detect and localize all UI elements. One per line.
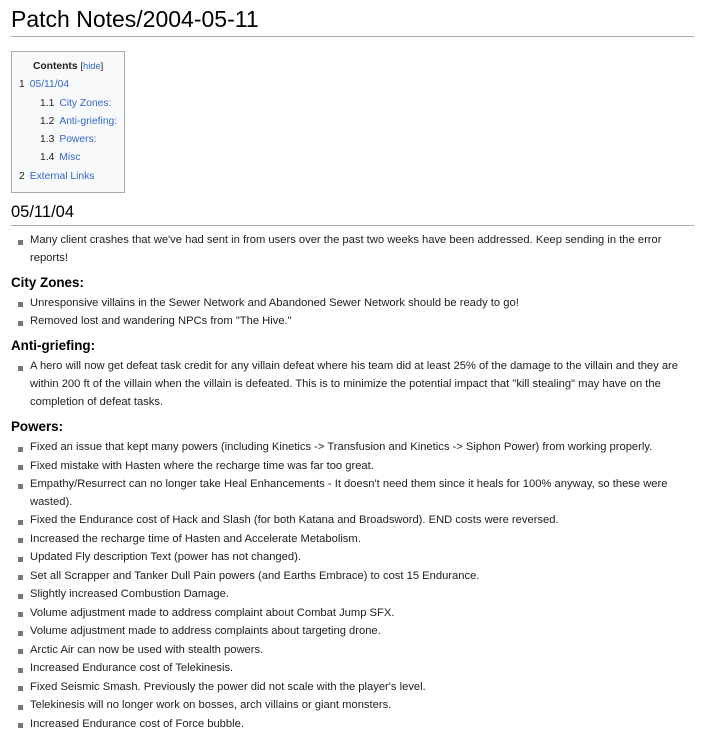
list-item: Unresponsive villains in the Sewer Network and Abandoned Sewer Network should be ready to go! xyxy=(30,295,694,313)
page-title: Patch Notes/2004-05-11 xyxy=(11,0,694,37)
anti-griefing-list xyxy=(11,358,694,412)
section-heading-powers: Powers: xyxy=(11,419,64,435)
list-item: Fixed Seismic Smash. Previously the power did not scale with the player's level. xyxy=(30,679,694,697)
toc-item-city-zones[interactable]: 1.1 City Zones: xyxy=(40,97,112,109)
list-item: Fixed mistake with Hasten where the recharge time was far too great. xyxy=(30,458,694,476)
toc-link[interactable]: Anti-griefing: xyxy=(59,115,118,127)
main-notes-list xyxy=(11,232,694,268)
table-of-contents xyxy=(11,51,125,193)
list-item: Set all Scrapper and Tanker Dull Pain powers (and Earths Embrace) to cost 15 Endurance. xyxy=(30,568,694,586)
section-heading-anti-griefing: Anti-griefing: xyxy=(11,338,96,354)
list-item: Empathy/Resurrect can no longer take Heal Enhancements - It doesn't need them since it heals for 100% anyway, so these were wasted). xyxy=(30,476,694,512)
toc-sublist xyxy=(19,95,117,168)
toc-item-powers[interactable]: 1.3 Powers: xyxy=(40,134,97,146)
list-item: Increased Endurance cost of Telekinesis. xyxy=(30,660,694,678)
toc-item-misc[interactable]: 1.4 Misc xyxy=(40,152,81,164)
toc-item-05-11-04[interactable]: 1 05/11/04 1.1 City Zones: 1.2 Anti-griefing: 1.3 Powers: 1.4 Misc xyxy=(19,76,117,167)
toc-header: Contents [hide] xyxy=(32,61,104,72)
list-item: Increased Endurance cost of Force bubble. xyxy=(30,716,694,734)
toc-link[interactable]: External Links xyxy=(29,170,95,182)
toc-link[interactable]: 05/11/04 xyxy=(29,79,70,91)
list-item: A hero will now get defeat task credit for any villain defeat where his team did at least 25% of the damage to the villain and they are within 200 ft of the villain when the villain is defeated. This is to minimize the potential impact that "kill stealing" may have on the completion of defeat tasks. xyxy=(30,358,694,412)
list-item: Removed lost and wandering NPCs from "The Hive." xyxy=(30,313,694,331)
list-item: Increased the recharge time of Hasten and Accelerate Metabolism. xyxy=(30,531,694,549)
city-zones-list xyxy=(11,295,694,331)
list-item: Volume adjustment made to address complaints about targeting drone. xyxy=(30,623,694,641)
list-item: Arctic Air can now be used with stealth powers. xyxy=(30,642,694,660)
section-heading-05-11-04: 05/11/04 xyxy=(11,201,694,226)
toc-link[interactable]: Misc xyxy=(59,152,81,164)
list-item: Volume adjustment made to address complaint about Combat Jump SFX. xyxy=(30,605,694,623)
toc-hide-toggle[interactable]: hide xyxy=(83,61,101,71)
list-item: Fixed the Endurance cost of Hack and Slash (for both Katana and Broadsword). END costs were reversed. xyxy=(30,512,694,530)
toc-list xyxy=(19,76,117,186)
list-item: Telekinesis will no longer work on bosses, arch villains or giant monsters. xyxy=(30,697,694,715)
section-heading-city-zones: City Zones: xyxy=(11,274,84,290)
list-item: Updated Fly description Text (power has not changed). xyxy=(30,549,694,567)
toc-title: Contents xyxy=(32,61,78,72)
toc-item-anti-griefing[interactable]: 1.2 Anti-griefing: xyxy=(40,115,118,127)
toc-item-external-links[interactable]: 2 External Links xyxy=(19,170,95,182)
toc-link[interactable]: City Zones: xyxy=(59,97,112,109)
list-item: Many client crashes that we've had sent in from users over the past two weeks have been addressed. Keep sending in the error reports! xyxy=(30,232,694,268)
toc-link[interactable]: Powers: xyxy=(59,134,97,146)
list-item: Slightly increased Combustion Damage. xyxy=(30,586,694,604)
list-item: Fixed an issue that kept many powers (including Kinetics -> Transfusion and Kinetics -> Siphon Power) from working properly. xyxy=(30,439,694,457)
powers-list xyxy=(11,439,694,734)
